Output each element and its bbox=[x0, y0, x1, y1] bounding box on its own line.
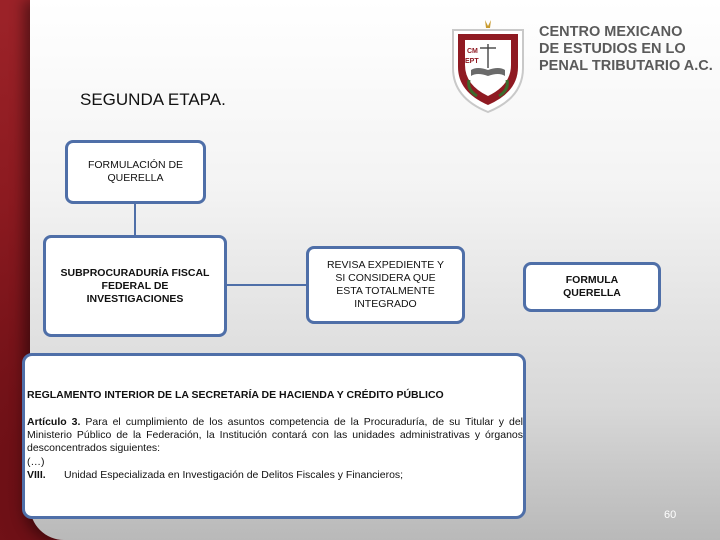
article-text: Para el cumplimiento de los asuntos competencia de la Procuraduría, de su Titular y del Ministerio Público de la Federación, la Institución contará con las unidades administrativas y órganos desconcentrados siguientes: bbox=[27, 416, 524, 455]
revisa-line-2: SI CONSIDERA QUE bbox=[335, 272, 436, 284]
revisa-line-1: REVISA EXPEDIENTE Y bbox=[326, 259, 445, 271]
article-label: Artículo 3. bbox=[27, 416, 81, 428]
subprocuraduria-line-2: FEDERAL DE bbox=[101, 279, 169, 292]
page-title: SEGUNDA ETAPA. bbox=[80, 90, 226, 109]
reglamento-body bbox=[27, 416, 523, 482]
formulacion-line-2: QUERELLA bbox=[107, 172, 164, 184]
formula-line-1: FORMULA bbox=[565, 274, 619, 286]
subprocuraduria-line-1: SUBPROCURADURÍA FISCAL bbox=[60, 266, 210, 279]
flow-box-formula-querella bbox=[523, 262, 661, 312]
flow-box-subprocuraduria bbox=[43, 235, 227, 337]
revisa-line-4: INTEGRADO bbox=[354, 298, 417, 310]
formula-line-2: QUERELLA bbox=[563, 287, 621, 299]
revisa-line-3: ESTA TOTALMENTE bbox=[336, 285, 435, 297]
roman-numeral: VIII. bbox=[27, 468, 46, 481]
reglamento-box bbox=[22, 353, 526, 519]
logo-line-1: CENTRO MEXICANO bbox=[539, 24, 683, 40]
subprocuraduria-line-3: INVESTIGACIONES bbox=[86, 292, 184, 305]
ellipsis: (…) bbox=[27, 455, 45, 468]
logo-line-2: DE ESTUDIOS EN LO bbox=[539, 41, 686, 57]
logo-line-3: PENAL TRIBUTARIO A.C. bbox=[539, 58, 713, 74]
formulacion-line-1: FORMULACIÓN DE bbox=[87, 159, 184, 171]
item-text: Unidad Especializada en Investigación de Delitos Fiscales y Financieros; bbox=[64, 468, 404, 481]
page-number: 60 bbox=[664, 509, 677, 521]
reglamento-heading: REGLAMENTO INTERIOR DE LA SECRETARÍA DE HACIENDA Y CRÉDITO PÚBLICO bbox=[27, 389, 444, 401]
logo-monogram-top: CM bbox=[467, 48, 478, 55]
flow-box-revisa bbox=[306, 246, 465, 324]
logo-monogram-bottom: EPT bbox=[465, 58, 479, 65]
flow-box-formulacion bbox=[65, 140, 206, 204]
